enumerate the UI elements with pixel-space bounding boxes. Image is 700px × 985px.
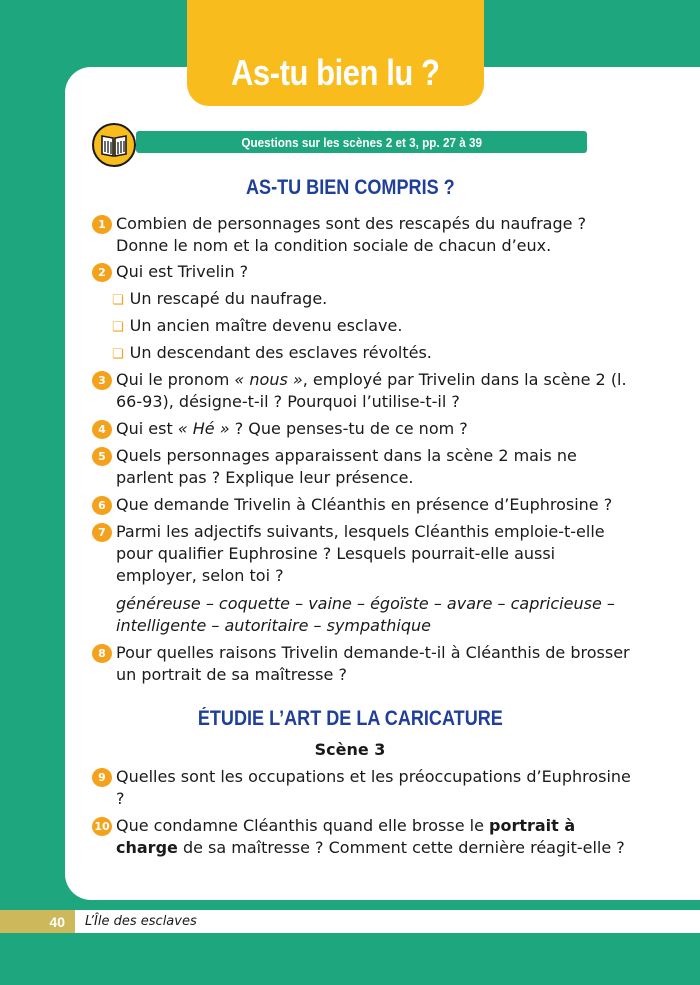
question-5 [92, 445, 632, 489]
book-title: L’Île des esclaves [85, 914, 197, 929]
question-text: Parmi les adjectifs suivants, lesquels Cléanthis emploie-t-elle pour qualifier Euphrosine ? Lesquels pourrait-elle aussi employer, selon toi ? [116, 522, 605, 585]
option-item[interactable]: ❏ Un ancien maître devenu esclave. [112, 316, 403, 335]
question-number: 5 [92, 447, 112, 466]
checkbox-icon[interactable]: ❏ [112, 293, 124, 308]
question-text: Qui est Trivelin ? [116, 262, 249, 281]
question-text: Que demande Trivelin à Cléanthis en présence d’Euphrosine ? [116, 495, 613, 514]
question-text: Pour quelles raisons Trivelin demande-t-il à Cléanthis de brosser un portrait de sa maîtresse ? [116, 643, 630, 684]
question-3 [92, 369, 632, 413]
question-number: 2 [92, 263, 112, 282]
question-1 [92, 213, 632, 257]
section-band [136, 131, 587, 153]
question-number: 7 [92, 523, 112, 542]
footer-band [0, 910, 700, 933]
checkbox-icon[interactable]: ❏ [112, 320, 124, 335]
page-title: As-tu bien lu ? [231, 52, 440, 93]
question-text: Quelles sont les occupations et les préoccupations d’Euphrosine ? [116, 767, 631, 808]
question-8 [92, 642, 632, 686]
question-number: 9 [92, 768, 112, 787]
page-number: 40 [0, 910, 75, 933]
question-number: 3 [92, 371, 112, 390]
question-text: Que condamne Cléanthis quand elle brosse le portrait à charge de sa maîtresse ? Comment cette dernière réagit-elle ? [116, 816, 625, 857]
question-7 [92, 521, 632, 587]
title-tab [187, 0, 484, 106]
scene-subheading: Scène 3 [314, 740, 386, 759]
question-10 [92, 815, 632, 859]
question-number: 10 [92, 817, 112, 836]
question-text: Qui est « Hé » ? Que penses-tu de ce nom ? [116, 419, 468, 438]
heading-compris: AS-TU BIEN COMPRIS ? [245, 176, 455, 199]
question-number: 4 [92, 420, 112, 439]
section-band-label: Questions sur les scènes 2 et 3, pp. 27 à 39 [241, 134, 482, 150]
question-9 [92, 766, 632, 810]
question-number: 1 [92, 215, 112, 234]
question-4 [92, 418, 632, 440]
question-number: 8 [92, 644, 112, 663]
option-item[interactable]: ❏ Un rescapé du naufrage. [112, 289, 328, 308]
book-icon [91, 122, 137, 168]
question-text: Combien de personnages sont des rescapés du naufrage ? Donne le nom et la condition sociale de chacun d’eux. [116, 214, 587, 255]
question-2 [92, 261, 632, 283]
question-6 [92, 494, 632, 516]
question-number: 6 [92, 496, 112, 515]
adjective-list: généreuse – coquette – vaine – égoïste – avare – capricieuse – intelligente – autoritaire – sympathique [116, 594, 615, 635]
question-text: Qui le pronom « nous », employé par Trivelin dans la scène 2 (l. 66-93), désigne-t-il ? Pourquoi l’utilise-t-il ? [116, 370, 627, 411]
heading-caricature: ÉTUDIE L’ART DE LA CARICATURE [197, 707, 503, 730]
question-text: Quels personnages apparaissent dans la scène 2 mais ne parlent pas ? Explique leur présence. [116, 446, 577, 487]
checkbox-icon[interactable]: ❏ [112, 347, 124, 362]
option-item[interactable]: ❏ Un descendant des esclaves révoltés. [112, 343, 432, 362]
